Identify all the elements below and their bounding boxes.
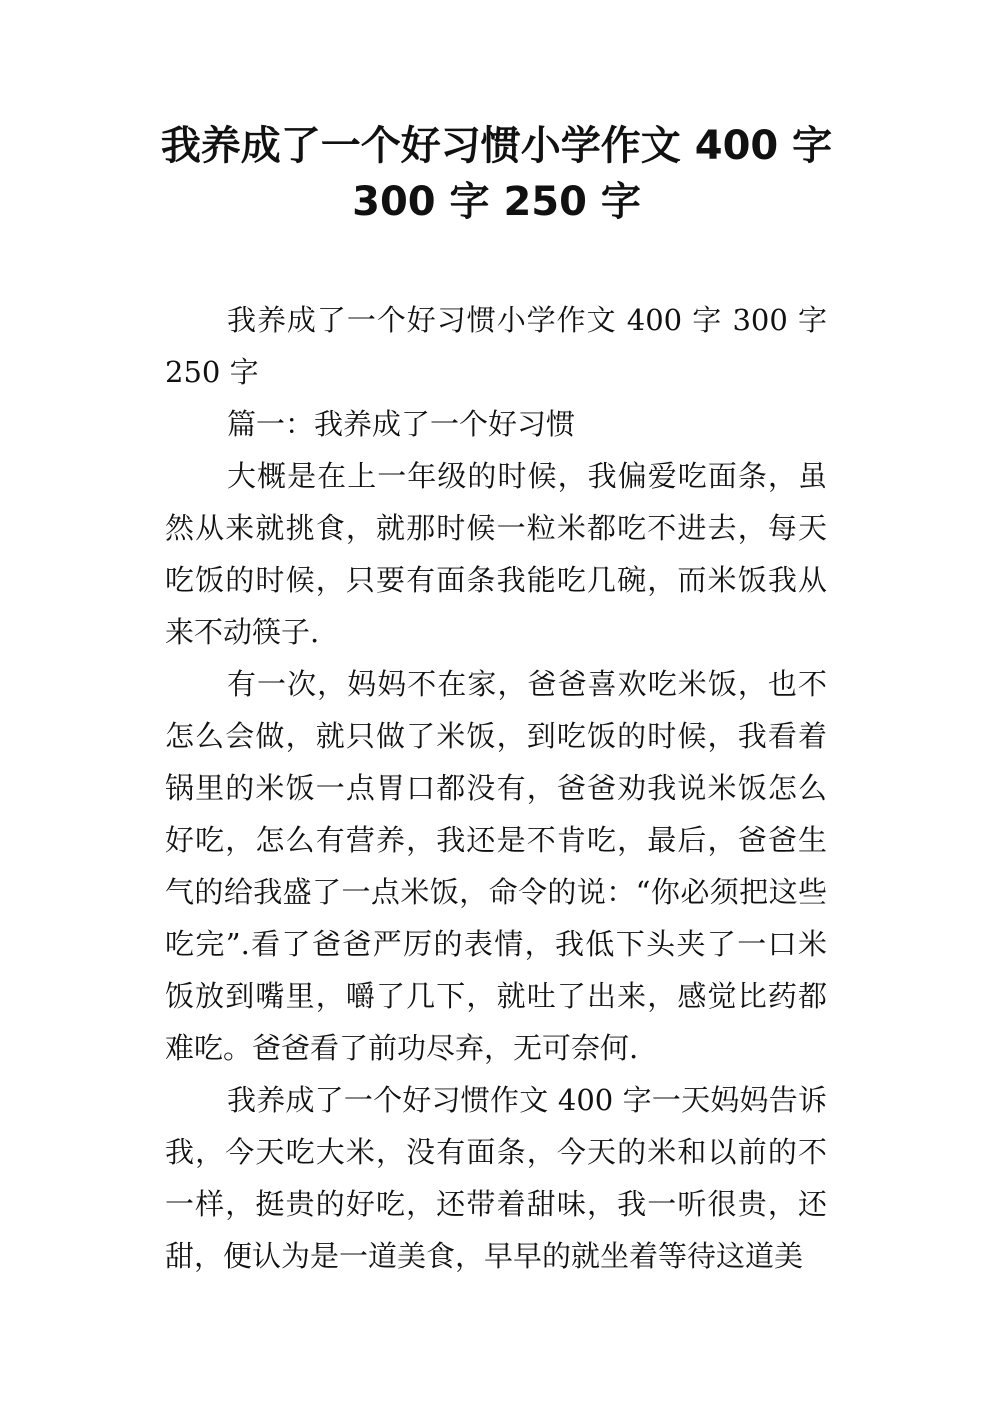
title-line-2: 300 字 250 字 (352, 179, 641, 225)
paragraph-3: 我养成了一个好习惯作文 400 字一天妈妈告诉我，今天吃大米，没有面条，今天的米和以前的不一样，挺贵的好吃，还带着甜味，我一听很贵，还甜，便认为是一道美食，早早的就坐着等待这道美 (165, 1083, 827, 1273)
paragraph-1: 大概是在上一年级的时候，我偏爱吃面条，虽然从来就挑食，就那时候一粒米都吃不进去，每天吃饭的时候，只要有面条我能吃几碗，而米饭我从来不动筷子. (165, 459, 827, 649)
paragraph-heading-repeat: 我养成了一个好习惯小学作文 400 字 300 字 250 字 (165, 303, 827, 389)
paragraph-2: 有一次，妈妈不在家，爸爸喜欢吃米饭，也不怎么会做，就只做了米饭，到吃饭的时候，我看着锅里的米饭一点胃口都没有，爸爸劝我说米饭怎么好吃，怎么有营养，我还是不肯吃，最后，爸爸生气的给我盛了一点米饭，命令的说：“你必须把这些吃完”.看了爸爸严厉的表情，我低下头夹了一口米饭放到嘴里，嚼了几下，就吐了出来，感觉比药都难吃。爸爸看了前功尽弃，无可奈何. (165, 667, 827, 1065)
paragraph-section-title: 篇一：我养成了一个好习惯 (227, 407, 576, 441)
document-title (120, 118, 873, 230)
document-body (165, 294, 827, 1282)
title-line-1: 我养成了一个好习惯小学作文 400 字 (160, 123, 833, 169)
